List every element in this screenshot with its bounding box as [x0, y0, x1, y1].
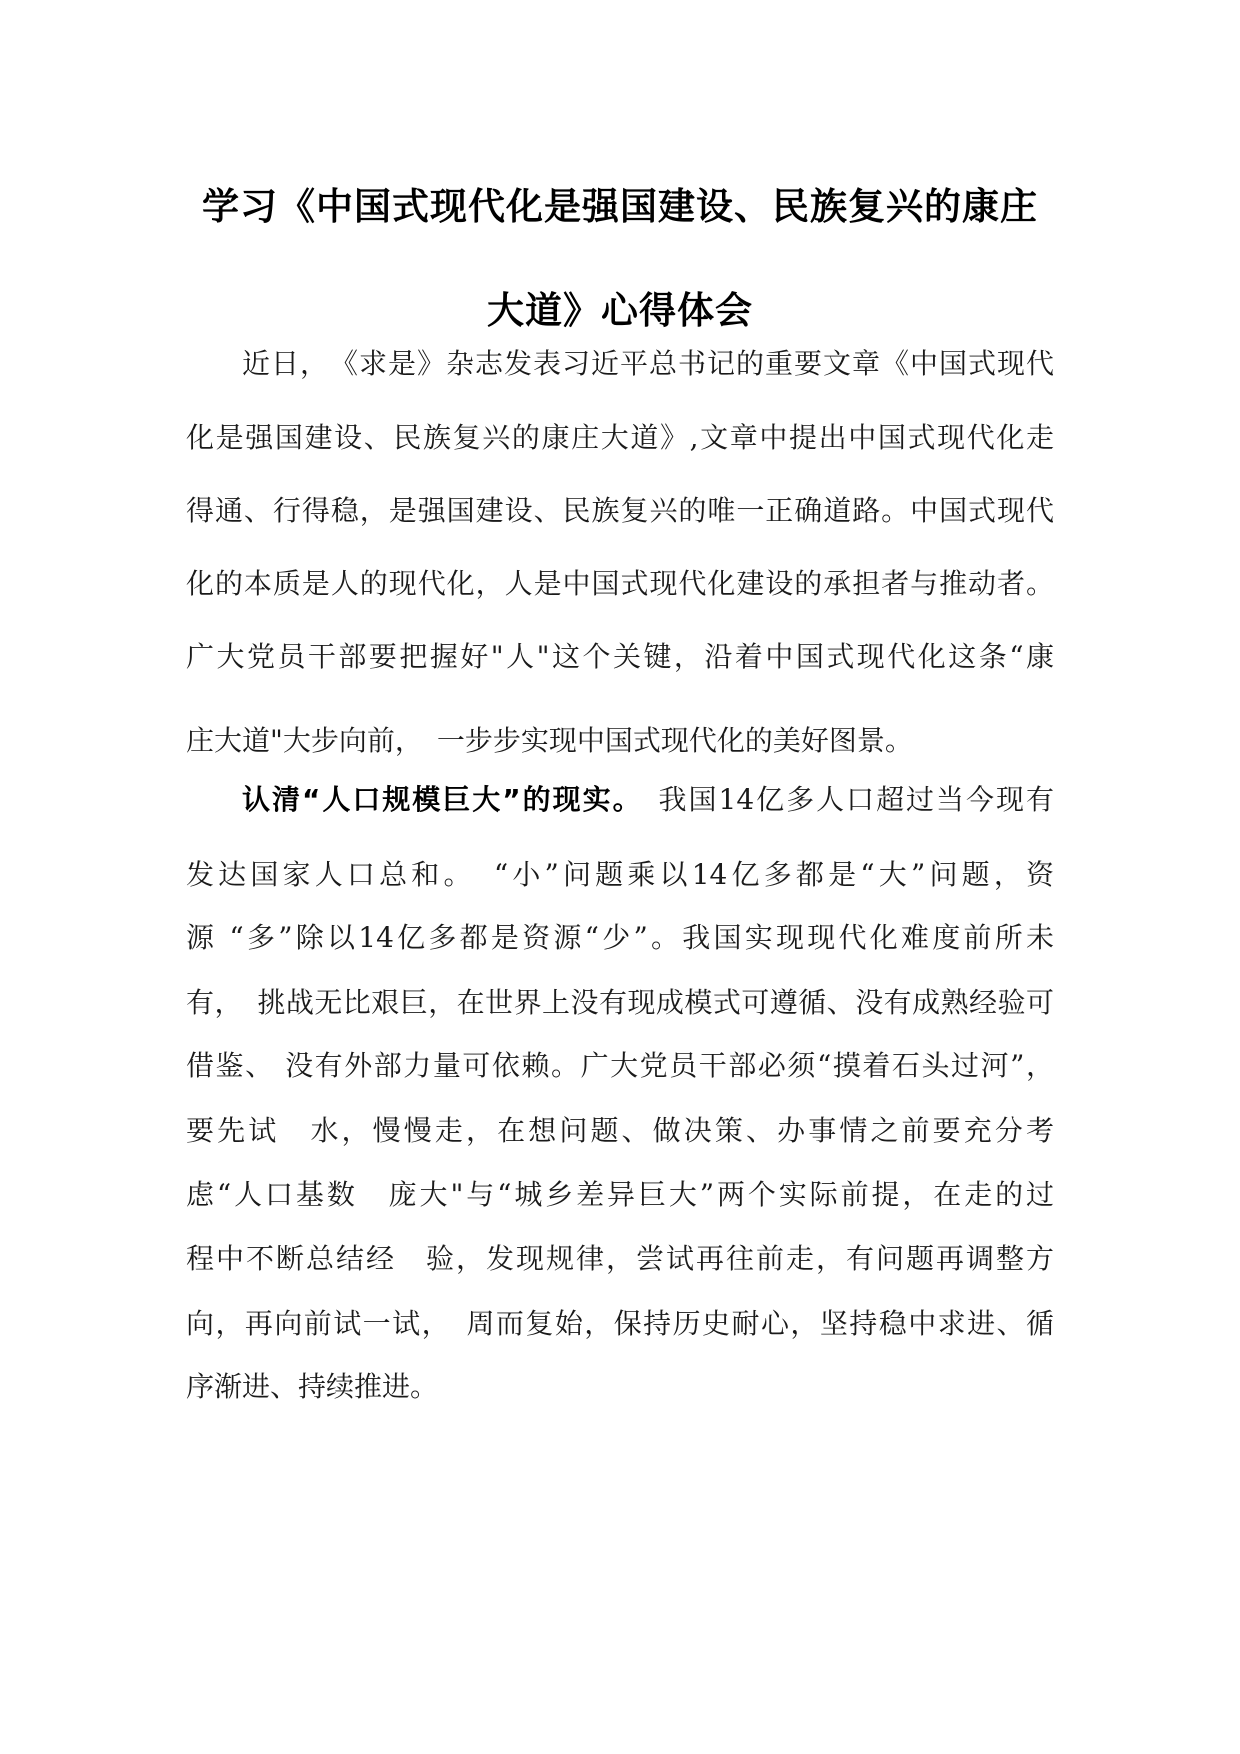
paragraph-2-first-line [242, 780, 1054, 820]
paragraph-2-line: 有， 挑战无比艰巨，在世界上没有现成模式可遵循、没有成熟经验可 [186, 986, 1054, 1019]
paragraph-2-line: 虑“人口基数 庞大"与“城乡差异巨大”两个实际前提，在走的过 [186, 1178, 1054, 1211]
paragraph-1-line: 庄大道"大步向前， 一步步实现中国式现代化的美好图景。 [186, 724, 913, 757]
document-title-line-2: 大道》心得体会 [487, 289, 753, 332]
paragraph-2-line: 程中不断总结经 验，发现规律，尝试再往前走，有问题再调整方 [186, 1242, 1054, 1275]
paragraph-2-heading: 认清“人口规模巨大”的现实。 [242, 783, 629, 816]
paragraph-2-line: 序渐进、持续推进。 [186, 1370, 439, 1403]
document-title-line-1: 学习《中国式现代化是强国建设、民族复兴的康庄 [202, 185, 1038, 228]
paragraph-2-line: 源 “多”除以14亿多都是资源“少”。我国实现现代化难度前所未 [186, 921, 1054, 954]
paragraph-1-line: 化的本质是人的现代化，人是中国式现代化建设的承担者与推动者。 [186, 567, 1054, 600]
paragraph-1-line: 化是强国建设、民族复兴的康庄大道》,文章中提出中国式现代化走 [186, 421, 1054, 454]
paragraph-1-line: 得通、行得稳，是强国建设、民族复兴的唯一正确道路。中国式现代 [186, 494, 1054, 527]
paragraph-2-first-line-text: 我国14亿多人口超过当今现有 [628, 783, 1054, 816]
paragraph-2-line: 发达国家人口总和。 “小”问题乘以14亿多都是“大”问题，资 [186, 858, 1054, 891]
paragraph-1-line: 近日， 《求是》杂志发表习近平总书记的重要文章《中国式现代 [242, 347, 1054, 380]
paragraph-2-line: 要先试 水，慢慢走，在想问题、做决策、办事情之前要充分考 [186, 1114, 1054, 1147]
paragraph-2-line: 借鉴、 没有外部力量可依赖。广大党员干部必须“摸着石头过河”， [186, 1049, 1054, 1082]
paragraph-1-line: 广大党员干部要把握好"人"这个关键，沿着中国式现代化这条“康 [186, 640, 1054, 673]
paragraph-2-line: 向，再向前试一试， 周而复始，保持历史耐心，坚持稳中求进、循 [186, 1307, 1054, 1340]
